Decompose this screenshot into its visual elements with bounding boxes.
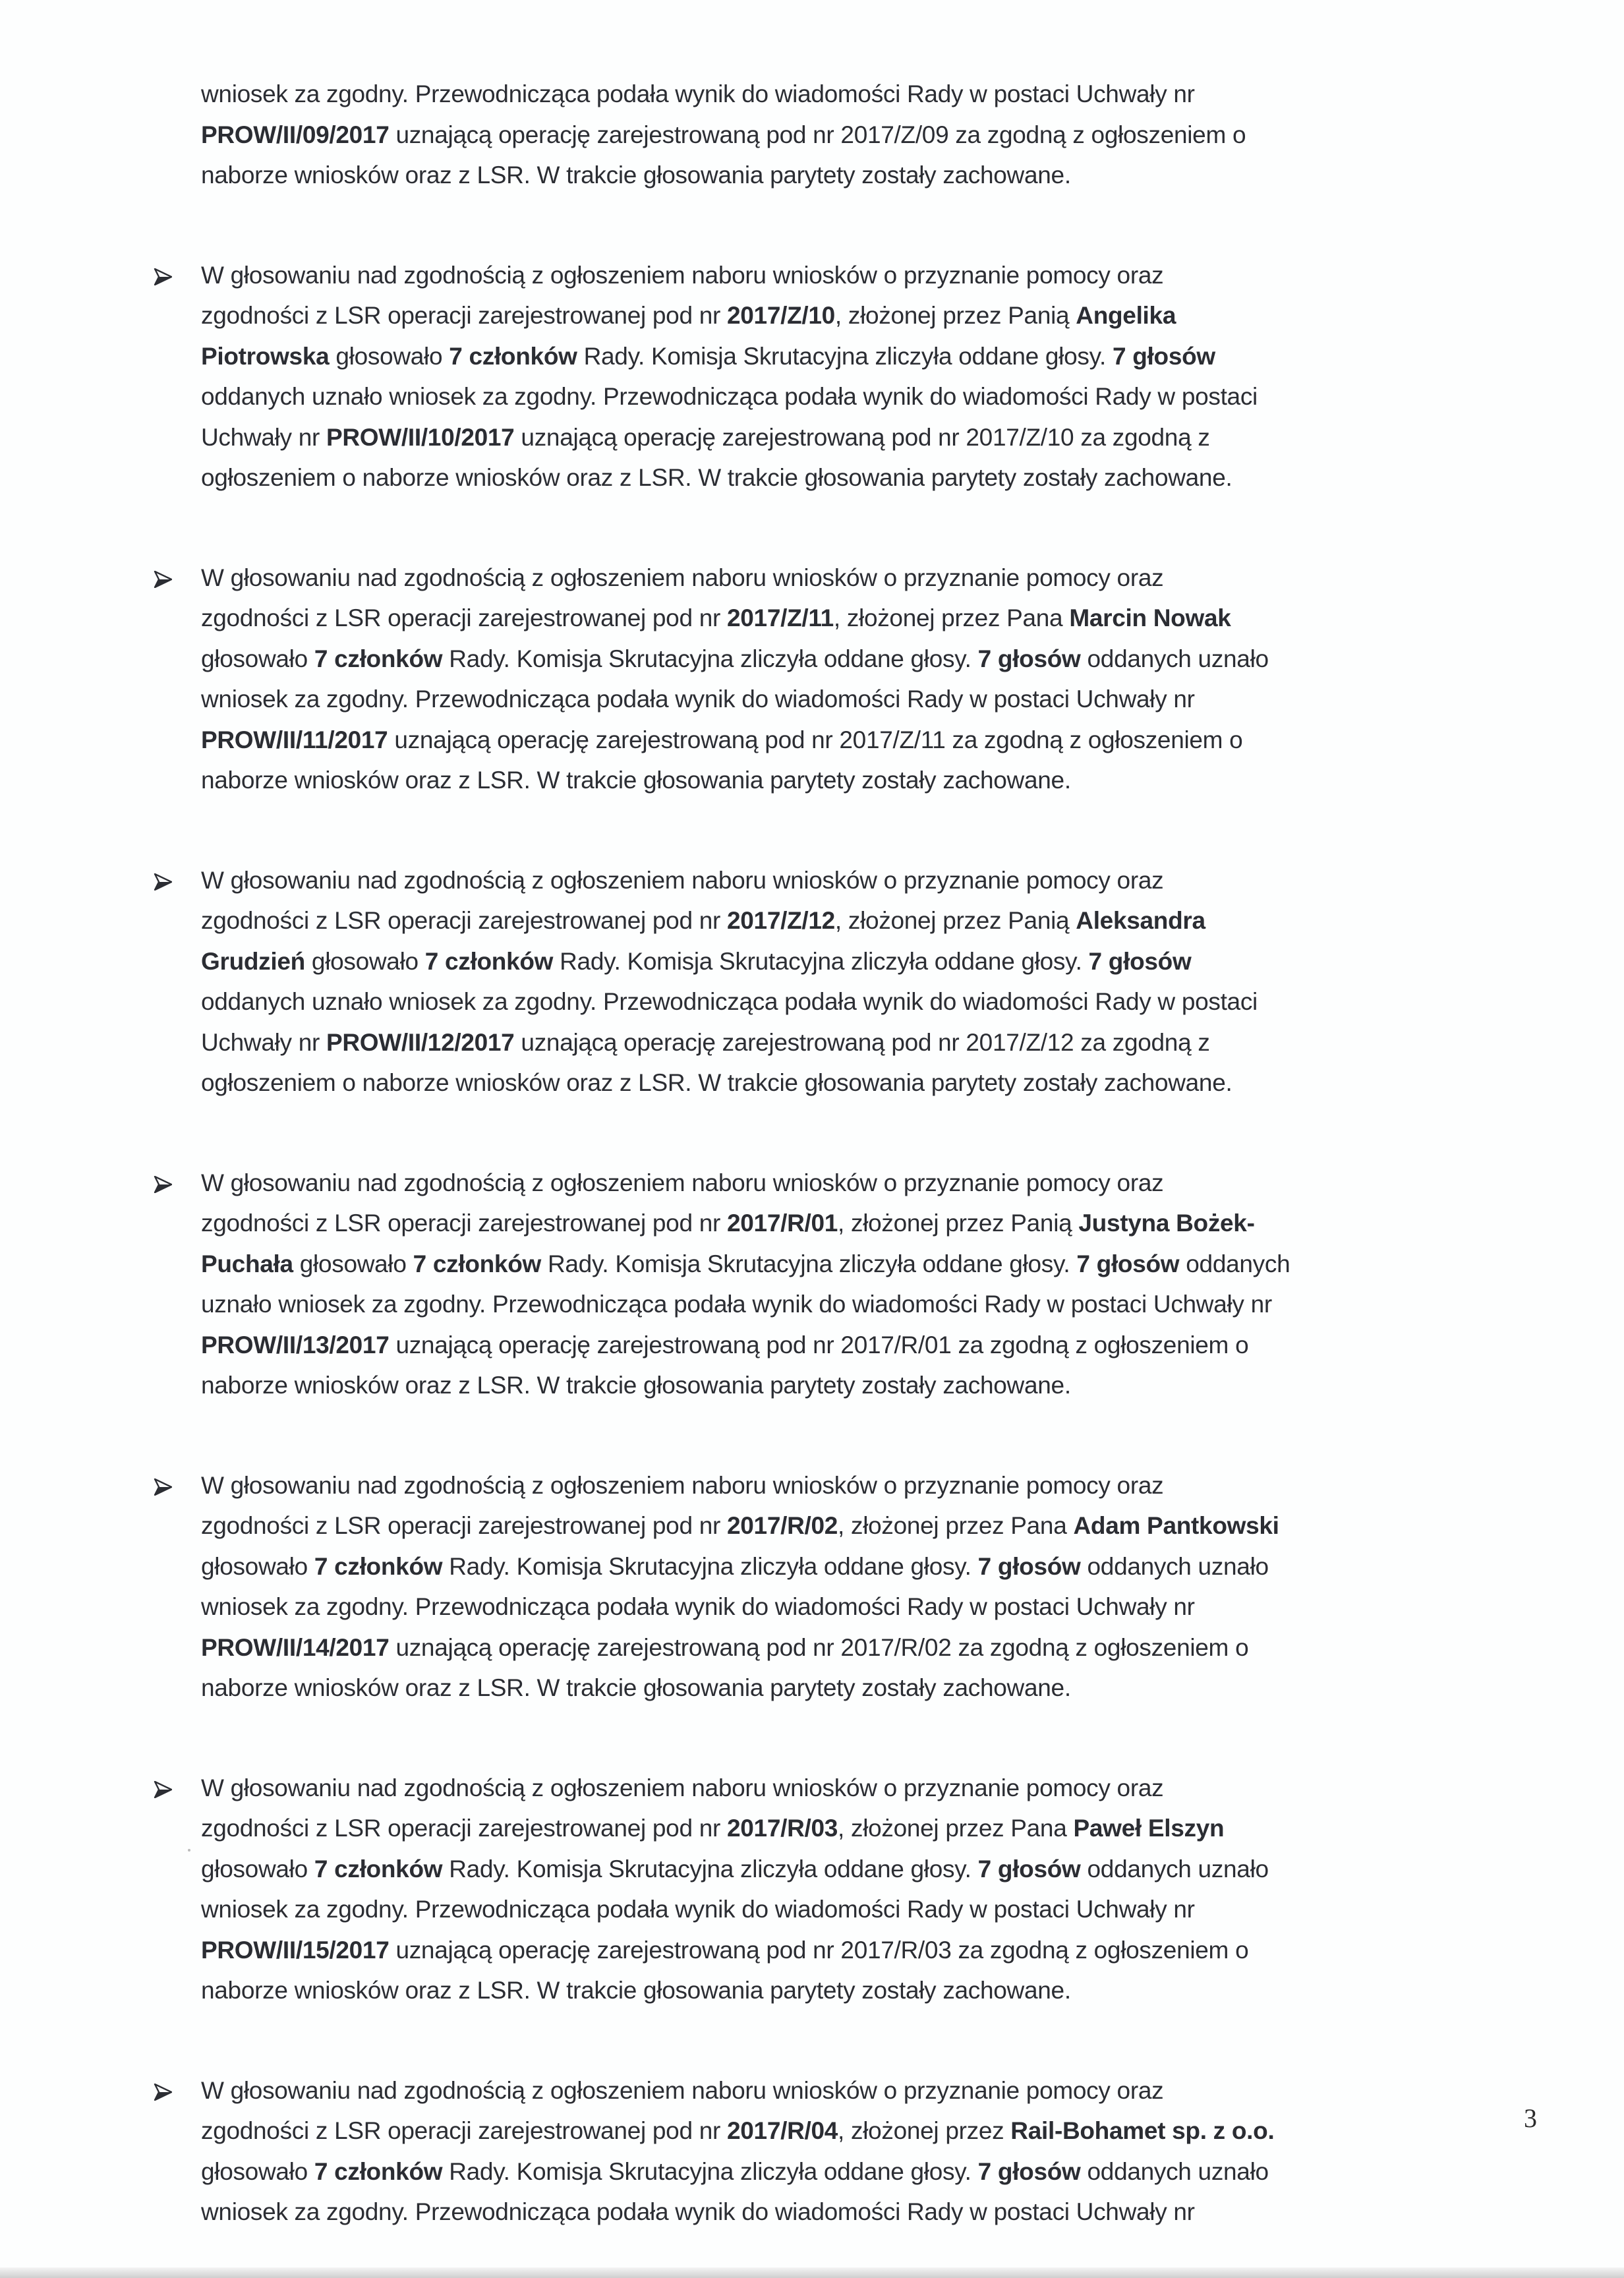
arrow-bullet-icon — [154, 1176, 172, 1193]
voting-item — [201, 558, 1559, 801]
text-segment: oddanych uznało — [1080, 1855, 1269, 1883]
text-line — [201, 1627, 1559, 1668]
bold-text: Angelika — [1076, 302, 1176, 329]
text-segment: W głosowaniu nad zgodnością z ogłoszeniem naboru wniosków o przyznanie pomocy oraz — [201, 1169, 1164, 1196]
text-line — [201, 155, 1559, 196]
bold-text: 2017/R/02 — [726, 1512, 838, 1539]
bold-text: PROW/II/09/2017 — [201, 121, 390, 148]
text-segment: Uchwały nr — [201, 423, 326, 451]
text-segment: Rady. Komisja Skrutacyjna zliczyła oddane głosy. — [442, 1855, 978, 1883]
text-segment: głosowało — [304, 947, 425, 975]
text-segment: W głosowaniu nad zgodnością z ogłoszeniem naboru wniosków o przyznanie pomocy oraz — [201, 2076, 1164, 2104]
text-line — [201, 2151, 1559, 2192]
text-line — [201, 558, 1559, 599]
text-segment: Rady. Komisja Skrutacyjna zliczyła oddane głosy. — [442, 1552, 978, 1580]
text-line — [201, 1930, 1559, 1971]
text-line — [201, 1768, 1559, 1809]
arrow-bullet-icon — [154, 2084, 172, 2101]
text-segment: wniosek za zgodny. Przewodnicząca podała wynik do wiadomości Rady w postaci Uchwały nr — [201, 1896, 1195, 1923]
text-segment: W głosowaniu nad zgodnością z ogłoszeniem naboru wniosków o przyznanie pomocy oraz — [201, 866, 1164, 894]
text-line — [201, 720, 1559, 761]
text-segment: , złożonej przez Panią — [834, 907, 1076, 934]
text-line — [201, 1244, 1559, 1285]
text-segment: zgodności z LSR operacji zarejestrowanej pod nr — [201, 2117, 727, 2144]
text-line — [201, 1365, 1559, 1406]
text-line — [201, 1808, 1559, 1849]
bold-text: 7 członków — [314, 645, 443, 672]
bold-text: PROW/II/13/2017 — [201, 1331, 390, 1358]
text-segment: Rady. Komisja Skrutacyjna zliczyła oddane głosy. — [442, 645, 978, 672]
text-line — [201, 1465, 1559, 1506]
text-segment: Rady. Komisja Skrutacyjna zliczyła oddane głosy. — [541, 1250, 1077, 1277]
text-segment: naborze wniosków oraz z LSR. W trakcie głosowania parytety zostały zachowane. — [201, 1674, 1071, 1701]
bold-text: 7 członków — [424, 947, 554, 975]
bold-text: Piotrowska — [201, 342, 330, 370]
bold-text: 2017/R/01 — [726, 1210, 838, 1237]
text-line — [201, 900, 1559, 941]
text-line — [201, 336, 1559, 377]
bold-text: 7 członków — [314, 1855, 443, 1883]
bold-text: PROW/II/11/2017 — [201, 726, 388, 753]
text-segment: W głosowaniu nad zgodnością z ogłoszeniem naboru wniosków o przyznanie pomocy oraz — [201, 1774, 1164, 1801]
voting-item — [201, 1768, 1559, 2011]
text-line — [201, 1163, 1559, 1204]
text-segment: uznającą operację zarejestrowaną pod nr 2017/R/03 za zgodną z ogłoszeniem o — [389, 1936, 1249, 1964]
page-number: 3 — [1524, 2103, 1537, 2133]
text-segment: zgodności z LSR operacji zarejestrowanej pod nr — [201, 1815, 727, 1842]
bold-text: Marcin Nowak — [1069, 604, 1231, 631]
text-line — [201, 981, 1559, 1022]
text-line — [201, 2192, 1559, 2233]
text-segment: głosowało — [201, 1552, 314, 1580]
text-line — [201, 941, 1559, 982]
text-line — [201, 760, 1559, 801]
text-line — [201, 417, 1559, 458]
bold-text: 7 głosów — [977, 2157, 1081, 2185]
text-segment: oddanych uznało — [1080, 645, 1269, 672]
text-segment: , złożonej przez Panią — [834, 302, 1076, 329]
text-line — [201, 1505, 1559, 1546]
voting-item — [201, 860, 1559, 1103]
text-segment: naborze wniosków oraz z LSR. W trakcie głosowania parytety zostały zachowane. — [201, 1977, 1071, 2004]
arrow-bullet-icon — [154, 268, 172, 285]
text-segment: zgodności z LSR operacji zarejestrowanej pod nr — [201, 302, 727, 329]
text-line — [201, 2111, 1559, 2151]
text-segment: oddanych — [1179, 1250, 1290, 1277]
bold-text: 7 głosów — [1088, 947, 1192, 975]
bold-text: Aleksandra — [1076, 907, 1205, 934]
text-segment: głosowało — [201, 2157, 314, 2185]
text-segment: uznającą operację zarejestrowaną pod nr 2017/Z/11 za zgodną z ogłoszeniem o — [388, 726, 1243, 753]
text-segment: , złożonej przez Pana — [833, 604, 1070, 631]
text-segment: W głosowaniu nad zgodnością z ogłoszeniem naboru wniosków o przyznanie pomocy oraz — [201, 261, 1164, 289]
text-segment: uznało wniosek za zgodny. Przewodnicząca podała wynik do wiadomości Rady w postaci Uchwały nr — [201, 1291, 1272, 1318]
text-segment: naborze wniosków oraz z LSR. W trakcie głosowania parytety zostały zachowane. — [201, 767, 1071, 794]
text-segment: uznającą operację zarejestrowaną pod nr 2017/R/02 za zgodną z ogłoszeniem o — [389, 1633, 1249, 1661]
text-line — [201, 1546, 1559, 1587]
voting-item — [201, 1163, 1559, 1406]
text-line — [201, 2070, 1559, 2111]
bold-text: PROW/II/15/2017 — [201, 1936, 390, 1964]
text-segment: wniosek za zgodny. Przewodnicząca podała wynik do wiadomości Rady w postaci Uchwały nr — [201, 80, 1195, 107]
text-segment: naborze wniosków oraz z LSR. W trakcie głosowania parytety zostały zachowane. — [201, 1372, 1071, 1399]
text-segment: uznającą operację zarejestrowaną pod nr 2017/Z/10 za zgodną z — [514, 423, 1210, 451]
text-segment: zgodności z LSR operacji zarejestrowanej pod nr — [201, 907, 727, 934]
bold-text: 7 głosów — [1113, 342, 1215, 370]
bold-text: Justyna Bożek- — [1078, 1210, 1255, 1237]
arrow-bullet-icon — [154, 873, 172, 891]
bold-text: Puchała — [201, 1250, 293, 1277]
text-segment: oddanych uznało wniosek za zgodny. Przewodnicząca podała wynik do wiadomości Rady w postaci — [201, 383, 1258, 410]
text-segment: oddanych uznało — [1080, 2157, 1269, 2185]
bold-text: PROW/II/12/2017 — [326, 1028, 515, 1056]
bold-text: 7 głosów — [977, 1552, 1081, 1580]
text-line — [201, 295, 1559, 336]
voting-item — [201, 255, 1559, 498]
text-line — [201, 1284, 1559, 1325]
text-line — [201, 598, 1559, 639]
text-segment: zgodności z LSR operacji zarejestrowanej pod nr — [201, 604, 727, 631]
voting-item — [201, 1465, 1559, 1708]
bold-text: 2017/Z/11 — [726, 604, 834, 631]
bold-text: 7 głosów — [977, 1855, 1081, 1883]
text-line — [201, 1325, 1559, 1366]
text-line — [201, 1970, 1559, 2011]
arrow-bullet-icon — [154, 571, 172, 588]
text-segment: głosowało — [293, 1250, 413, 1277]
text-line — [201, 376, 1559, 417]
bold-text: PROW/II/14/2017 — [201, 1633, 390, 1661]
text-line — [201, 1203, 1559, 1244]
text-segment: W głosowaniu nad zgodnością z ogłoszeniem naboru wniosków o przyznanie pomocy oraz — [201, 1471, 1164, 1499]
text-line — [201, 74, 1559, 115]
text-segment: wniosek za zgodny. Przewodnicząca podała wynik do wiadomości Rady w postaci Uchwały nr — [201, 2198, 1195, 2225]
text-segment: , złożonej przez Pana — [838, 1815, 1074, 1842]
bold-text: Grudzień — [201, 947, 305, 975]
scan-speck — [188, 1849, 190, 1852]
text-line — [201, 1889, 1559, 1930]
text-segment: W głosowaniu nad zgodnością z ogłoszeniem naboru wniosków o przyznanie pomocy oraz — [201, 564, 1164, 591]
bold-text: Rail-Bohamet sp. z o.o. — [1010, 2117, 1275, 2144]
bold-text: 2017/R/04 — [726, 2117, 838, 2144]
bold-text: 7 głosów — [1076, 1250, 1180, 1277]
bold-text: 7 członków — [449, 342, 577, 370]
text-segment: wniosek za zgodny. Przewodnicząca podała wynik do wiadomości Rady w postaci Uchwały nr — [201, 1593, 1195, 1620]
text-segment: Rady. Komisja Skrutacyjna zliczyła oddane głosy. — [577, 342, 1113, 370]
bold-text: 2017/Z/10 — [726, 302, 835, 329]
bold-text: 2017/R/03 — [726, 1815, 838, 1842]
text-line — [201, 255, 1559, 296]
scan-bottom-edge — [0, 2267, 1624, 2278]
text-segment: ogłoszeniem o naborze wniosków oraz z LSR. W trakcie głosowania parytety zostały zachowane. — [201, 464, 1232, 491]
bold-text: PROW/II/10/2017 — [326, 423, 515, 451]
text-line — [201, 1063, 1559, 1103]
bold-text: 7 członków — [314, 2157, 443, 2185]
text-segment: uznającą operację zarejestrowaną pod nr 2017/R/01 za zgodną z ogłoszeniem o — [389, 1331, 1249, 1358]
bold-text: Paweł Elszyn — [1073, 1815, 1225, 1842]
text-segment: głosowało — [329, 342, 450, 370]
text-segment: zgodności z LSR operacji zarejestrowanej pod nr — [201, 1512, 727, 1539]
arrow-bullet-icon — [154, 1781, 172, 1798]
text-segment: Rady. Komisja Skrutacyjna zliczyła oddane głosy. — [553, 947, 1089, 975]
bold-text: 7 członków — [314, 1552, 443, 1580]
text-line — [201, 639, 1559, 680]
voting-item — [201, 2070, 1559, 2233]
bold-text: 7 członków — [413, 1250, 541, 1277]
text-line — [201, 860, 1559, 901]
document-body — [201, 74, 1559, 2233]
text-line — [201, 1668, 1559, 1708]
arrow-bullet-icon — [154, 1478, 172, 1496]
text-line — [201, 1587, 1559, 1627]
text-line — [201, 1849, 1559, 1890]
text-segment: Rady. Komisja Skrutacyjna zliczyła oddane głosy. — [442, 2157, 978, 2185]
voting-items-list — [201, 255, 1559, 2233]
text-segment: zgodności z LSR operacji zarejestrowanej pod nr — [201, 1210, 727, 1237]
text-line — [201, 115, 1559, 156]
text-segment: , złożonej przez — [838, 2117, 1011, 2144]
text-segment: oddanych uznało — [1080, 1552, 1269, 1580]
text-segment: ogłoszeniem o naborze wniosków oraz z LSR. W trakcie głosowania parytety zostały zachowane. — [201, 1069, 1232, 1096]
text-segment: , złożonej przez Panią — [838, 1210, 1079, 1237]
text-line — [201, 679, 1559, 720]
text-segment: uznającą operację zarejestrowaną pod nr 2017/Z/09 za zgodną z ogłoszeniem o — [389, 121, 1246, 148]
text-segment: oddanych uznało wniosek za zgodny. Przewodnicząca podała wynik do wiadomości Rady w postaci — [201, 988, 1258, 1015]
bold-text: Adam Pantkowski — [1073, 1512, 1279, 1539]
bold-text: 7 głosów — [977, 645, 1081, 672]
text-segment: Uchwały nr — [201, 1028, 326, 1056]
text-segment: głosowało — [201, 645, 314, 672]
text-segment: uznającą operację zarejestrowaną pod nr 2017/Z/12 za zgodną z — [514, 1028, 1210, 1056]
bold-text: 2017/Z/12 — [726, 907, 835, 934]
text-line — [201, 1022, 1559, 1063]
text-segment: , złożonej przez Pana — [838, 1512, 1074, 1539]
text-segment: głosowało — [201, 1855, 314, 1883]
text-segment: naborze wniosków oraz z LSR. W trakcie głosowania parytety zostały zachowane. — [201, 161, 1071, 189]
text-segment: wniosek za zgodny. Przewodnicząca podała wynik do wiadomości Rady w postaci Uchwały nr — [201, 686, 1195, 713]
text-line — [201, 457, 1559, 498]
intro-paragraph — [201, 74, 1559, 196]
